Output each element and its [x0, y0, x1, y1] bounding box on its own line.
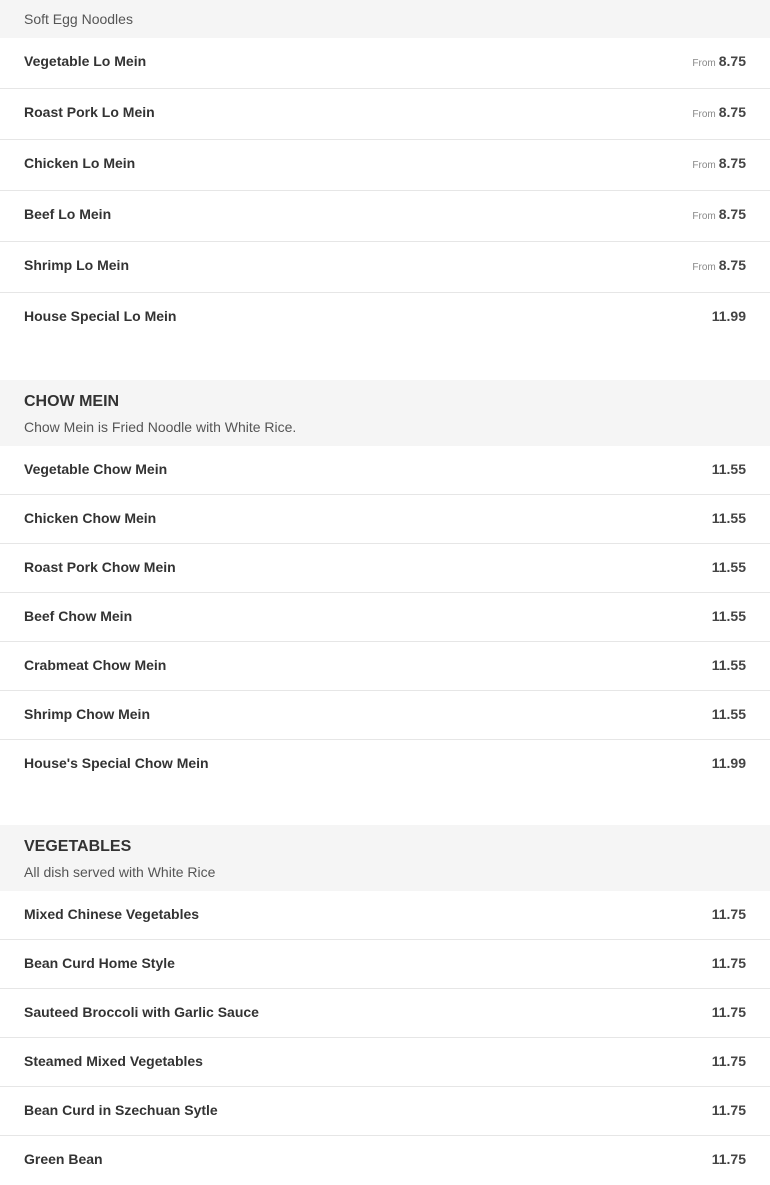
from-label: From — [692, 58, 716, 69]
price-value: 8.75 — [718, 104, 746, 120]
menu-item-shrimp-lo-mein[interactable] — [0, 242, 770, 293]
item-name: Chicken Chow Mein — [24, 510, 157, 526]
menu-item-house-special-chow-mein[interactable] — [0, 740, 770, 789]
section-spacer — [0, 789, 770, 825]
item-price: 11.55 — [711, 510, 746, 526]
menu-item-chicken-chow-mein[interactable] — [0, 495, 770, 544]
section-description: Chow Mein is Fried Noodle with White Rice. — [24, 419, 297, 435]
item-price — [692, 53, 746, 69]
item-name: Beef Chow Mein — [24, 608, 133, 624]
item-price: 11.55 — [711, 657, 746, 673]
menu-item-mixed-chinese-vegetables[interactable] — [0, 891, 770, 940]
price-value: 8.75 — [718, 206, 746, 222]
item-price: 11.75 — [711, 1102, 746, 1118]
item-price: 11.55 — [711, 608, 746, 624]
section-header — [0, 380, 770, 446]
menu-item-sauteed-broccoli[interactable] — [0, 989, 770, 1038]
item-price: 11.75 — [711, 1053, 746, 1069]
item-name: Roast Pork Lo Mein — [24, 104, 155, 120]
item-name: Roast Pork Chow Mein — [24, 559, 176, 575]
item-price: 11.55 — [711, 461, 746, 477]
item-name: Sauteed Broccoli with Garlic Sauce — [24, 1004, 259, 1020]
section-header — [0, 825, 770, 891]
menu-item-shrimp-chow-mein[interactable] — [0, 691, 770, 740]
menu-item-roast-pork-chow-mein[interactable] — [0, 544, 770, 593]
item-price — [692, 206, 746, 222]
section-description: Soft Egg Noodles — [24, 11, 133, 27]
menu-item-chicken-lo-mein[interactable] — [0, 140, 770, 191]
item-name: Vegetable Lo Mein — [24, 53, 147, 69]
item-price: 11.75 — [711, 906, 746, 922]
from-label: From — [692, 211, 716, 222]
item-name: Shrimp Lo Mein — [24, 257, 129, 273]
item-name: Shrimp Chow Mein — [24, 706, 150, 722]
item-name: Chicken Lo Mein — [24, 155, 136, 171]
section-header — [0, 0, 770, 38]
menu-item-steamed-mixed-vegetables[interactable] — [0, 1038, 770, 1087]
item-name: Crabmeat Chow Mein — [24, 657, 167, 673]
menu-item-bean-curd-szechuan[interactable] — [0, 1087, 770, 1136]
item-price: 11.55 — [711, 559, 746, 575]
item-price — [692, 257, 746, 273]
menu-item-beef-lo-mein[interactable] — [0, 191, 770, 242]
from-label: From — [692, 160, 716, 171]
item-name: House's Special Chow Mein — [24, 755, 209, 771]
item-name: House Special Lo Mein — [24, 308, 177, 324]
item-list — [0, 446, 770, 789]
item-price: 11.75 — [711, 955, 746, 971]
section-description: All dish served with White Rice — [24, 864, 216, 880]
item-list — [0, 891, 770, 1185]
item-name: Mixed Chinese Vegetables — [24, 906, 200, 922]
price-value: 8.75 — [718, 53, 746, 69]
item-name: Steamed Mixed Vegetables — [24, 1053, 203, 1069]
menu-item-green-bean[interactable] — [0, 1136, 770, 1185]
menu-item-crabmeat-chow-mein[interactable] — [0, 642, 770, 691]
section-title: CHOW MEIN — [24, 393, 120, 410]
item-price — [692, 104, 746, 120]
item-price: 11.75 — [711, 1004, 746, 1020]
menu-item-house-special-lo-mein[interactable] — [0, 293, 770, 344]
menu-item-roast-pork-lo-mein[interactable] — [0, 89, 770, 140]
item-name: Green Bean — [24, 1151, 103, 1167]
menu-section-lo-mein — [0, 0, 770, 380]
item-name: Vegetable Chow Mein — [24, 461, 168, 477]
item-price: 11.55 — [711, 706, 746, 722]
item-name: Bean Curd Home Style — [24, 955, 175, 971]
item-name: Bean Curd in Szechuan Sytle — [24, 1102, 218, 1118]
price-value: 8.75 — [718, 155, 746, 171]
item-name: Beef Lo Mein — [24, 206, 112, 222]
menu-item-vegetable-chow-mein[interactable] — [0, 446, 770, 495]
from-label: From — [692, 262, 716, 273]
item-price — [712, 308, 746, 324]
section-spacer — [0, 344, 770, 380]
price-value: 8.75 — [718, 257, 746, 273]
from-label: From — [692, 109, 716, 120]
menu-section-chow-mein — [0, 380, 770, 825]
menu-item-vegetable-lo-mein[interactable] — [0, 38, 770, 89]
menu-item-beef-chow-mein[interactable] — [0, 593, 770, 642]
item-price: 11.75 — [711, 1151, 746, 1167]
menu-item-bean-curd-home-style[interactable] — [0, 940, 770, 989]
price-value: 11.99 — [711, 308, 746, 324]
item-price: 11.99 — [711, 755, 746, 771]
menu-section-vegetables — [0, 825, 770, 1185]
item-list — [0, 38, 770, 344]
section-title: VEGETABLES — [24, 838, 132, 855]
item-price — [692, 155, 746, 171]
